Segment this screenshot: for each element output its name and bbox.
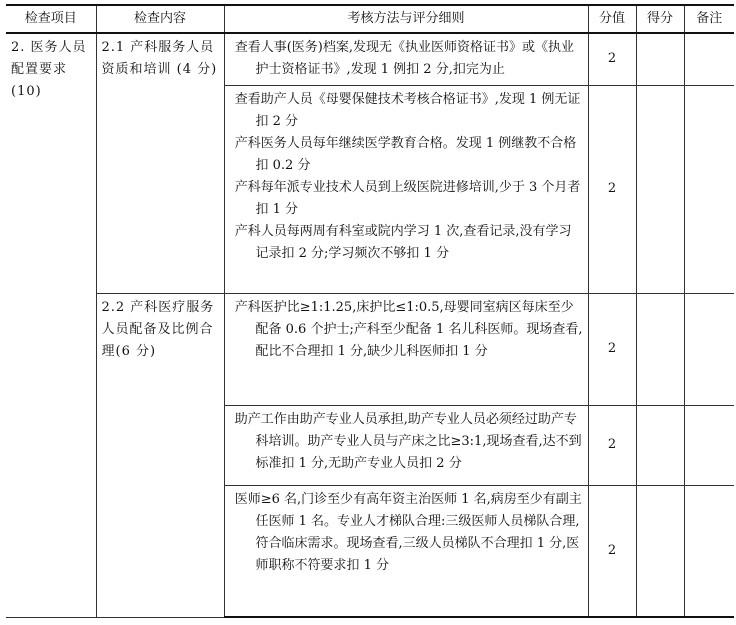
remarks-cell bbox=[684, 293, 734, 405]
score-obtained-cell bbox=[636, 485, 684, 617]
remarks-cell bbox=[684, 485, 734, 617]
score-obtained-cell bbox=[636, 293, 684, 405]
method-item: 查看人事(医务)档案,发现无《执业医师资格证书》或《执业护士资格证书》,发现 1 例扣 2 分,扣完为止 bbox=[234, 40, 574, 77]
score-value: 2 bbox=[588, 405, 636, 485]
header-score-obtained: 得分 bbox=[636, 5, 684, 33]
method-item: 产科人员每两周有科室或院内学习 1 次,查看记录,没有学习记录扣 2 分;学习频次不够扣 1 分 bbox=[234, 223, 572, 261]
method-cell bbox=[224, 405, 588, 485]
remarks-cell bbox=[684, 33, 734, 85]
header-method: 考核方法与评分细则 bbox=[224, 5, 588, 33]
header-score-value: 分值 bbox=[588, 5, 636, 33]
project-cell: 2. 医务人员配置要求(10) bbox=[6, 33, 96, 617]
method-item: 医师≥6 名,门诊至少有高年资主治医师 1 名,病房至少有副主任医师 1 名。专业人才梯队合理:三级医师人员梯队合理,符合临床需求。现场查看,三级人员梯队不合理扣 1 分,医师职称不符要求扣 1 分 bbox=[234, 491, 582, 573]
remarks-cell bbox=[684, 85, 734, 293]
score-obtained-cell bbox=[636, 33, 684, 85]
score-value: 2 bbox=[588, 485, 636, 617]
assessment-table bbox=[6, 4, 734, 618]
method-cell bbox=[224, 485, 588, 617]
method-item: 产科医护比≥1:1.25,床护比≤1:0.5,母婴同室病区每床至少配备 0.6 个护士;产科至少配备 1 名儿科医师。现场查看,配比不合理扣 1 分,缺少儿科医师扣 1 分 bbox=[234, 299, 583, 359]
method-item: 产科医务人员每年继续医学教育合格。发现 1 例继教不合格扣 0.2 分 bbox=[234, 135, 577, 173]
table-row bbox=[6, 293, 734, 405]
method-item: 产科每年派专业技术人员到上级医院进修培训,少于 3 个月者扣 1 分 bbox=[234, 179, 581, 217]
score-value: 2 bbox=[588, 33, 636, 85]
method-item: 助产工作由助产专业人员承担,助产专业人员必须经过助产专科培训。助产专业人员与产床之比≥3:1,现场查看,达不到标准扣 1 分,无助产专业人员扣 2 分 bbox=[234, 411, 582, 471]
content-cell-2-1: 2.1 产科服务人员资质和培训 (4 分) bbox=[96, 33, 224, 293]
remarks-cell bbox=[684, 405, 734, 485]
score-obtained-cell bbox=[636, 85, 684, 293]
header-remarks: 备注 bbox=[684, 5, 734, 33]
method-cell bbox=[224, 85, 588, 293]
method-cell bbox=[224, 33, 588, 85]
table-row bbox=[6, 33, 734, 85]
score-value: 2 bbox=[588, 85, 636, 293]
content-cell-2-2: 2.2 产科医疗服务人员配备及比例合理(6 分) bbox=[96, 293, 224, 617]
header-project: 检查项目 bbox=[6, 5, 96, 33]
score-obtained-cell bbox=[636, 405, 684, 485]
header-content: 检查内容 bbox=[96, 5, 224, 33]
score-value: 2 bbox=[588, 293, 636, 405]
header-row bbox=[6, 5, 734, 33]
method-item: 查看助产人员《母婴保健技术考核合格证书》,发现 1 例无证扣 2 分 bbox=[234, 91, 581, 129]
method-cell bbox=[224, 293, 588, 405]
